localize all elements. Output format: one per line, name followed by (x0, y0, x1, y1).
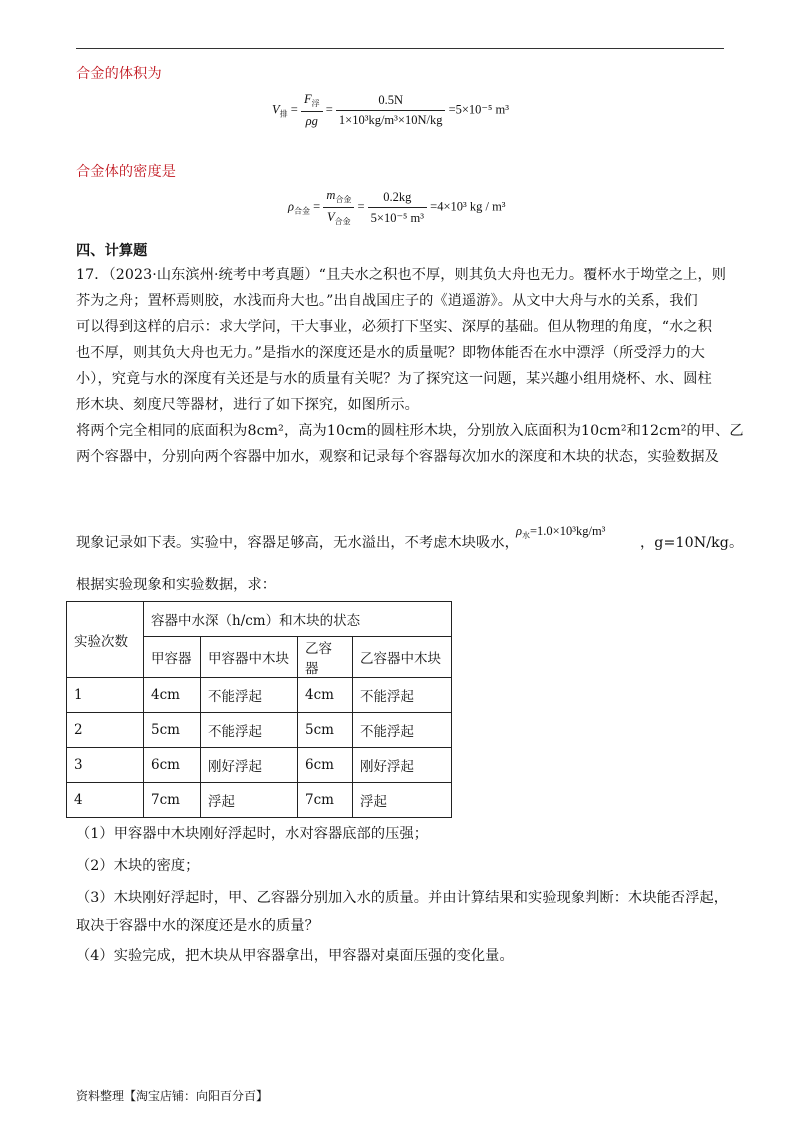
table-cell: 2 (67, 713, 144, 748)
problem-line-8: 两个容器中，分别向两个容器中加水，观察和记录每个容器每次加水的深度和木块的状态，实验数据及 (76, 449, 719, 465)
alloy-density-heading: 合金体的密度是 (76, 164, 177, 180)
table-cell: 刚好浮起 (353, 748, 452, 783)
section-heading: 四、计算题 (76, 243, 148, 259)
table-cell: 不能浮起 (353, 713, 452, 748)
table-cell: 7cm (144, 783, 201, 818)
water-density-formula: $\rho_水=1.0\times 10^3kg/m^3$ (516, 524, 606, 540)
subheader-container-a: 甲容器 (144, 637, 201, 678)
question-2: （2）木块的密度； (76, 858, 200, 874)
experiment-table (66, 601, 452, 818)
table-cell: 不能浮起 (201, 678, 298, 713)
table-row (67, 678, 452, 713)
table-row (67, 783, 452, 818)
density-result: =4×10³ kg / m³ (430, 199, 506, 214)
table-intro: 根据实验现象和实验数据，求： (76, 577, 277, 593)
problem-line-4: 也不厚，则其负大舟也无力。”是指水的深度还是水的质量呢？即物体能否在水中漂浮（所受浮力的大 (76, 345, 705, 361)
volume-fraction-2: $\frac{0.5N}{\text{1×10³kg/m³×10N/kg}}$ (336, 93, 446, 128)
subheader-block-a: 甲容器中木块 (201, 637, 298, 678)
density-fraction-1: $\frac{m_{合金}}{V_{合金}}$ (323, 188, 354, 227)
question-1: （1）甲容器中木块刚好浮起时，水对容器底部的压强； (76, 826, 429, 842)
volume-formula: $V_排$ = $\frac{F_浮}{\rho g}$ = $\frac{0.5N}{\text{1×10³kg/m³×10N/kg}}$ =5×10⁻⁵ m³ (272, 92, 509, 128)
header-trials: 实验次数 (67, 602, 144, 678)
volume-result: =5×10⁻⁵ m³ (448, 102, 509, 117)
table-cell: 5cm (298, 713, 353, 748)
question-3-cont: 取决于容器中水的深度还是水的质量？ (76, 918, 319, 934)
table-cell: 7cm (298, 783, 353, 818)
problem-line-3: 可以得到这样的启示：求大学问，干大事业，必须打下坚实、深厚的基础。但从物理的角度，“水之积 (76, 319, 713, 335)
table-cell: 5cm (144, 713, 201, 748)
problem-line-5: 小），究竟与水的深度有关还是与水的质量有关呢？为了探究这一问题，某兴趣小组用烧杯、水、圆柱 (76, 371, 712, 387)
table-cell: 浮起 (201, 783, 298, 818)
table-cell: 1 (67, 678, 144, 713)
alloy-volume-heading: 合金的体积为 (76, 66, 162, 82)
volume-fraction-1: $\frac{F_浮}{\rho g}$ (301, 92, 323, 129)
table-cell: 4 (67, 783, 144, 818)
gravity-value: ，g=10N/kg。 (640, 535, 744, 551)
header-rule (76, 48, 724, 49)
table-cell: 6cm (298, 748, 353, 783)
density-fraction-2: $\frac{0.2kg}{\text{5×10⁻⁵ m³}}$ (368, 190, 427, 226)
problem-line-2: 芥为之舟；置杯焉则胶，水浅而舟大也。”出自战国庄子的《逍遥游》。从文中大舟与水的关系，我们 (76, 293, 698, 309)
table-cell: 刚好浮起 (201, 748, 298, 783)
problem-line-9: 现象记录如下表。实验中，容器足够高，无水溢出，不考虑木块吸水， (76, 535, 519, 551)
table-cell: 4cm (144, 678, 201, 713)
table-row (67, 713, 452, 748)
table-cell: 不能浮起 (201, 713, 298, 748)
table-cell: 浮起 (353, 783, 452, 818)
problem-line-7: 将两个完全相同的底面积为8cm²，高为10cm的圆柱形木块，分别放入底面积为10cm²和12cm²的甲、乙 (76, 423, 744, 439)
table-cell: 6cm (144, 748, 201, 783)
density-formula: $\rho_{合金}$ = $\frac{m_{合金}}{V_{合金}}$ = $\frac{0.2kg}{\text{5×10⁻⁵ m³}}$ =4×10³ kg / m³ (288, 188, 506, 226)
table-row (67, 748, 452, 783)
question-4: （4）实验完成，把木块从甲容器拿出，甲容器对桌面压强的变化量。 (76, 948, 514, 964)
subheader-container-b: 乙容器 (298, 637, 353, 678)
table-cell: 4cm (298, 678, 353, 713)
subheader-block-b: 乙容器中木块 (353, 637, 452, 678)
problem-line-6: 形木块、刻度尺等器材，进行了如下探究，如图所示。 (76, 397, 419, 413)
table-cell: 不能浮起 (353, 678, 452, 713)
header-group: 容器中水深（h/cm）和木块的状态 (144, 602, 452, 637)
footer-source: 资料整理【淘宝店铺：向阳百分百】 (76, 1089, 269, 1103)
problem-line-1: 17．（2023·山东滨州·统考中考真题）“且夫水之积也不厚，则其负大舟也无力。覆杯水于坳堂之上，则 (76, 267, 727, 283)
question-3: （3）木块刚好浮起时，甲、乙容器分别加入水的质量。并由计算结果和实验现象判断：木块能否浮起， (76, 890, 729, 906)
table-cell: 3 (67, 748, 144, 783)
